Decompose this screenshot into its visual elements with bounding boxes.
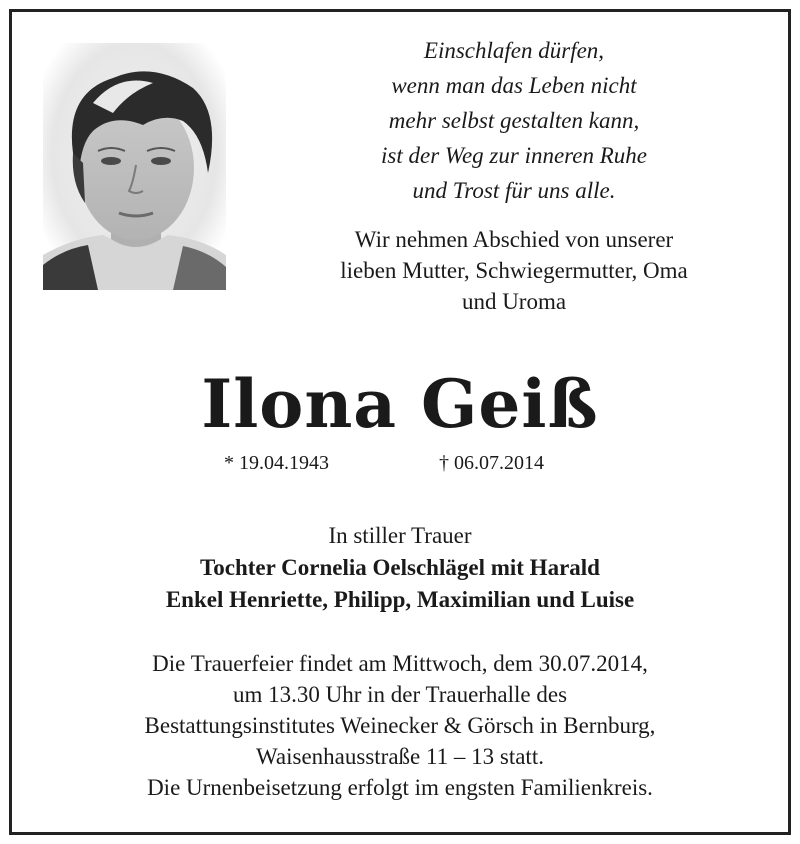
service-line: um 13.30 Uhr in der Trauerhalle des	[232, 682, 568, 707]
farewell-text	[274, 224, 754, 317]
portrait-photo	[43, 43, 226, 290]
poem-line: Einschlafen dürfen,	[423, 38, 605, 63]
life-dates	[12, 452, 788, 482]
service-info	[12, 648, 788, 803]
poem-line: und Trost für uns alle.	[412, 178, 616, 203]
portrait-image	[43, 43, 226, 290]
poem-line: wenn man das Leben nicht	[391, 73, 637, 98]
death-date: † 06.07.2014	[439, 452, 544, 474]
mourner-line: Tochter Cornelia Oelschlägel mit Harald	[200, 555, 600, 580]
poem	[274, 33, 754, 208]
mourner-line: Enkel Henriette, Philipp, Maximilian und Luise	[165, 587, 635, 612]
obituary-card	[9, 9, 791, 835]
mourning-intro: In stiller Trauer	[328, 523, 472, 548]
farewell-line: und Uroma	[461, 289, 567, 314]
poem-line: mehr selbst gestalten kann,	[388, 108, 640, 133]
farewell-line: Wir nehmen Abschied von unserer	[354, 227, 674, 252]
service-line: Die Urnenbeisetzung erfolgt im engsten Familienkreis.	[147, 775, 653, 800]
mourners	[12, 520, 788, 616]
service-line: Waisenhausstraße 11 – 13 statt.	[256, 744, 544, 769]
deceased-name: Ilona Geiß	[201, 365, 599, 443]
service-line: Die Trauerfeier findet am Mittwoch, dem 30.07.2014,	[152, 651, 648, 676]
poem-line: ist der Weg zur inneren Ruhe	[381, 143, 647, 168]
farewell-line: lieben Mutter, Schwiegermutter, Oma	[340, 258, 688, 283]
service-line: Bestattungsinstitutes Weinecker & Görsch in Bernburg,	[144, 713, 656, 738]
birth-date: * 19.04.1943	[224, 452, 329, 474]
